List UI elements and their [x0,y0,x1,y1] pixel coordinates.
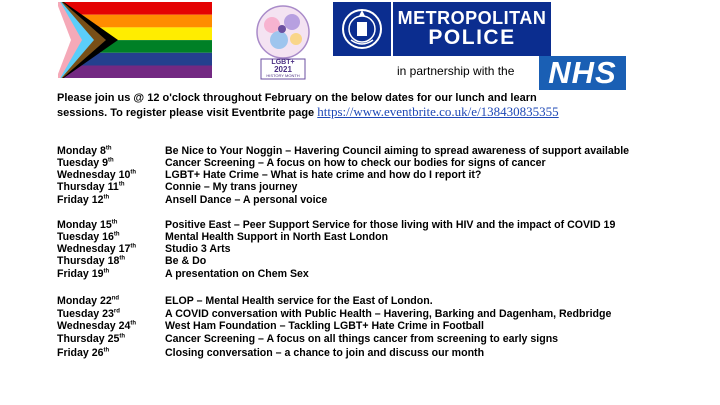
schedule-day: Thursday 18 [57,255,120,267]
schedule-event: Closing conversation – a chance to join and discuss our month [165,347,485,359]
schedule-event: A COVID conversation with Public Health – Havering, Barking and Dagenham, Redbridge [165,308,612,320]
eventbrite-link[interactable]: https://www.eventbrite.co.uk/e/138430835355 [317,104,559,119]
schedule-day: Monday 15 [57,219,112,231]
met-logo-line2: POLICE [428,26,516,50]
schedule-day: Thursday 25 [57,333,120,345]
schedule-day: Monday 8 [57,145,106,157]
schedule-event: Cancer Screening – A focus on how to check our bodies for signs of cancer [165,157,546,169]
schedule-event: West Ham Foundation – Tackling LGBT+ Hate Crime in Football [165,320,484,332]
schedule-event: Mental Health Support in North East London [165,231,389,243]
lgbt-logo-line2: 2021 [274,65,292,74]
progress-pride-flag [58,2,212,78]
schedule-event: Cancer Screening – A focus on all things cancer from screening to early signs [165,333,559,345]
pride-flag-graphic [58,2,212,78]
lgbt-logo-line3: HISTORY MONTH [266,73,300,78]
schedule-event: A presentation on Chem Sex [165,268,309,280]
partnership-text: in partnership with the [397,64,515,78]
schedule-day: Thursday 11 [57,181,119,193]
schedule-day: Tuesday 9 [57,157,109,169]
schedule-event: Positive East – Peer Support Service for those living with HIV and the impact of COVID 19 [165,219,616,231]
intro-line2: sessions. To register please visit Eventbrite page [57,107,315,119]
schedule-day: Friday 26 [57,347,104,359]
nhs-logo: NHS [539,56,626,90]
schedule-event: ELOP – Mental Health service for the East of London. [165,295,433,307]
schedule-day: Wednesday 24 [57,320,131,332]
lgbt-history-month-logo [252,5,314,81]
schedule-day: Friday 12 [57,194,104,206]
schedule-event: Connie – My trans journey [165,181,298,193]
intro-line1: Please join us @ 12 o'clock throughout February on the below dates for our lunch and learn [57,92,537,104]
schedule-event: Be & Do [165,255,207,267]
met-logo-line1: METROPOLITAN [397,7,547,28]
metropolitan-police-logo [333,2,551,56]
schedule-event: Ansell Dance – A personal voice [165,194,328,206]
schedule-day: Friday 19 [57,268,104,280]
schedule-day: Monday 22 [57,295,112,307]
schedule-day: Tuesday 23 [57,308,114,320]
intro-text [57,91,577,120]
schedule-event: LGBT+ Hate Crime – What is hate crime and how do I report it? [165,169,482,181]
schedule-event: Be Nice to Your Noggin – Havering Council aiming to spread awareness of support available [165,145,630,157]
police-crest-icon [333,2,393,56]
schedule-event: Studio 3 Arts [165,243,231,255]
schedule-day: Wednesday 17 [57,243,131,255]
schedule-day: Wednesday 10 [57,169,131,181]
lgbt-logo-line1: LGBT+ [271,59,295,66]
schedule-day: Tuesday 16 [57,231,114,243]
